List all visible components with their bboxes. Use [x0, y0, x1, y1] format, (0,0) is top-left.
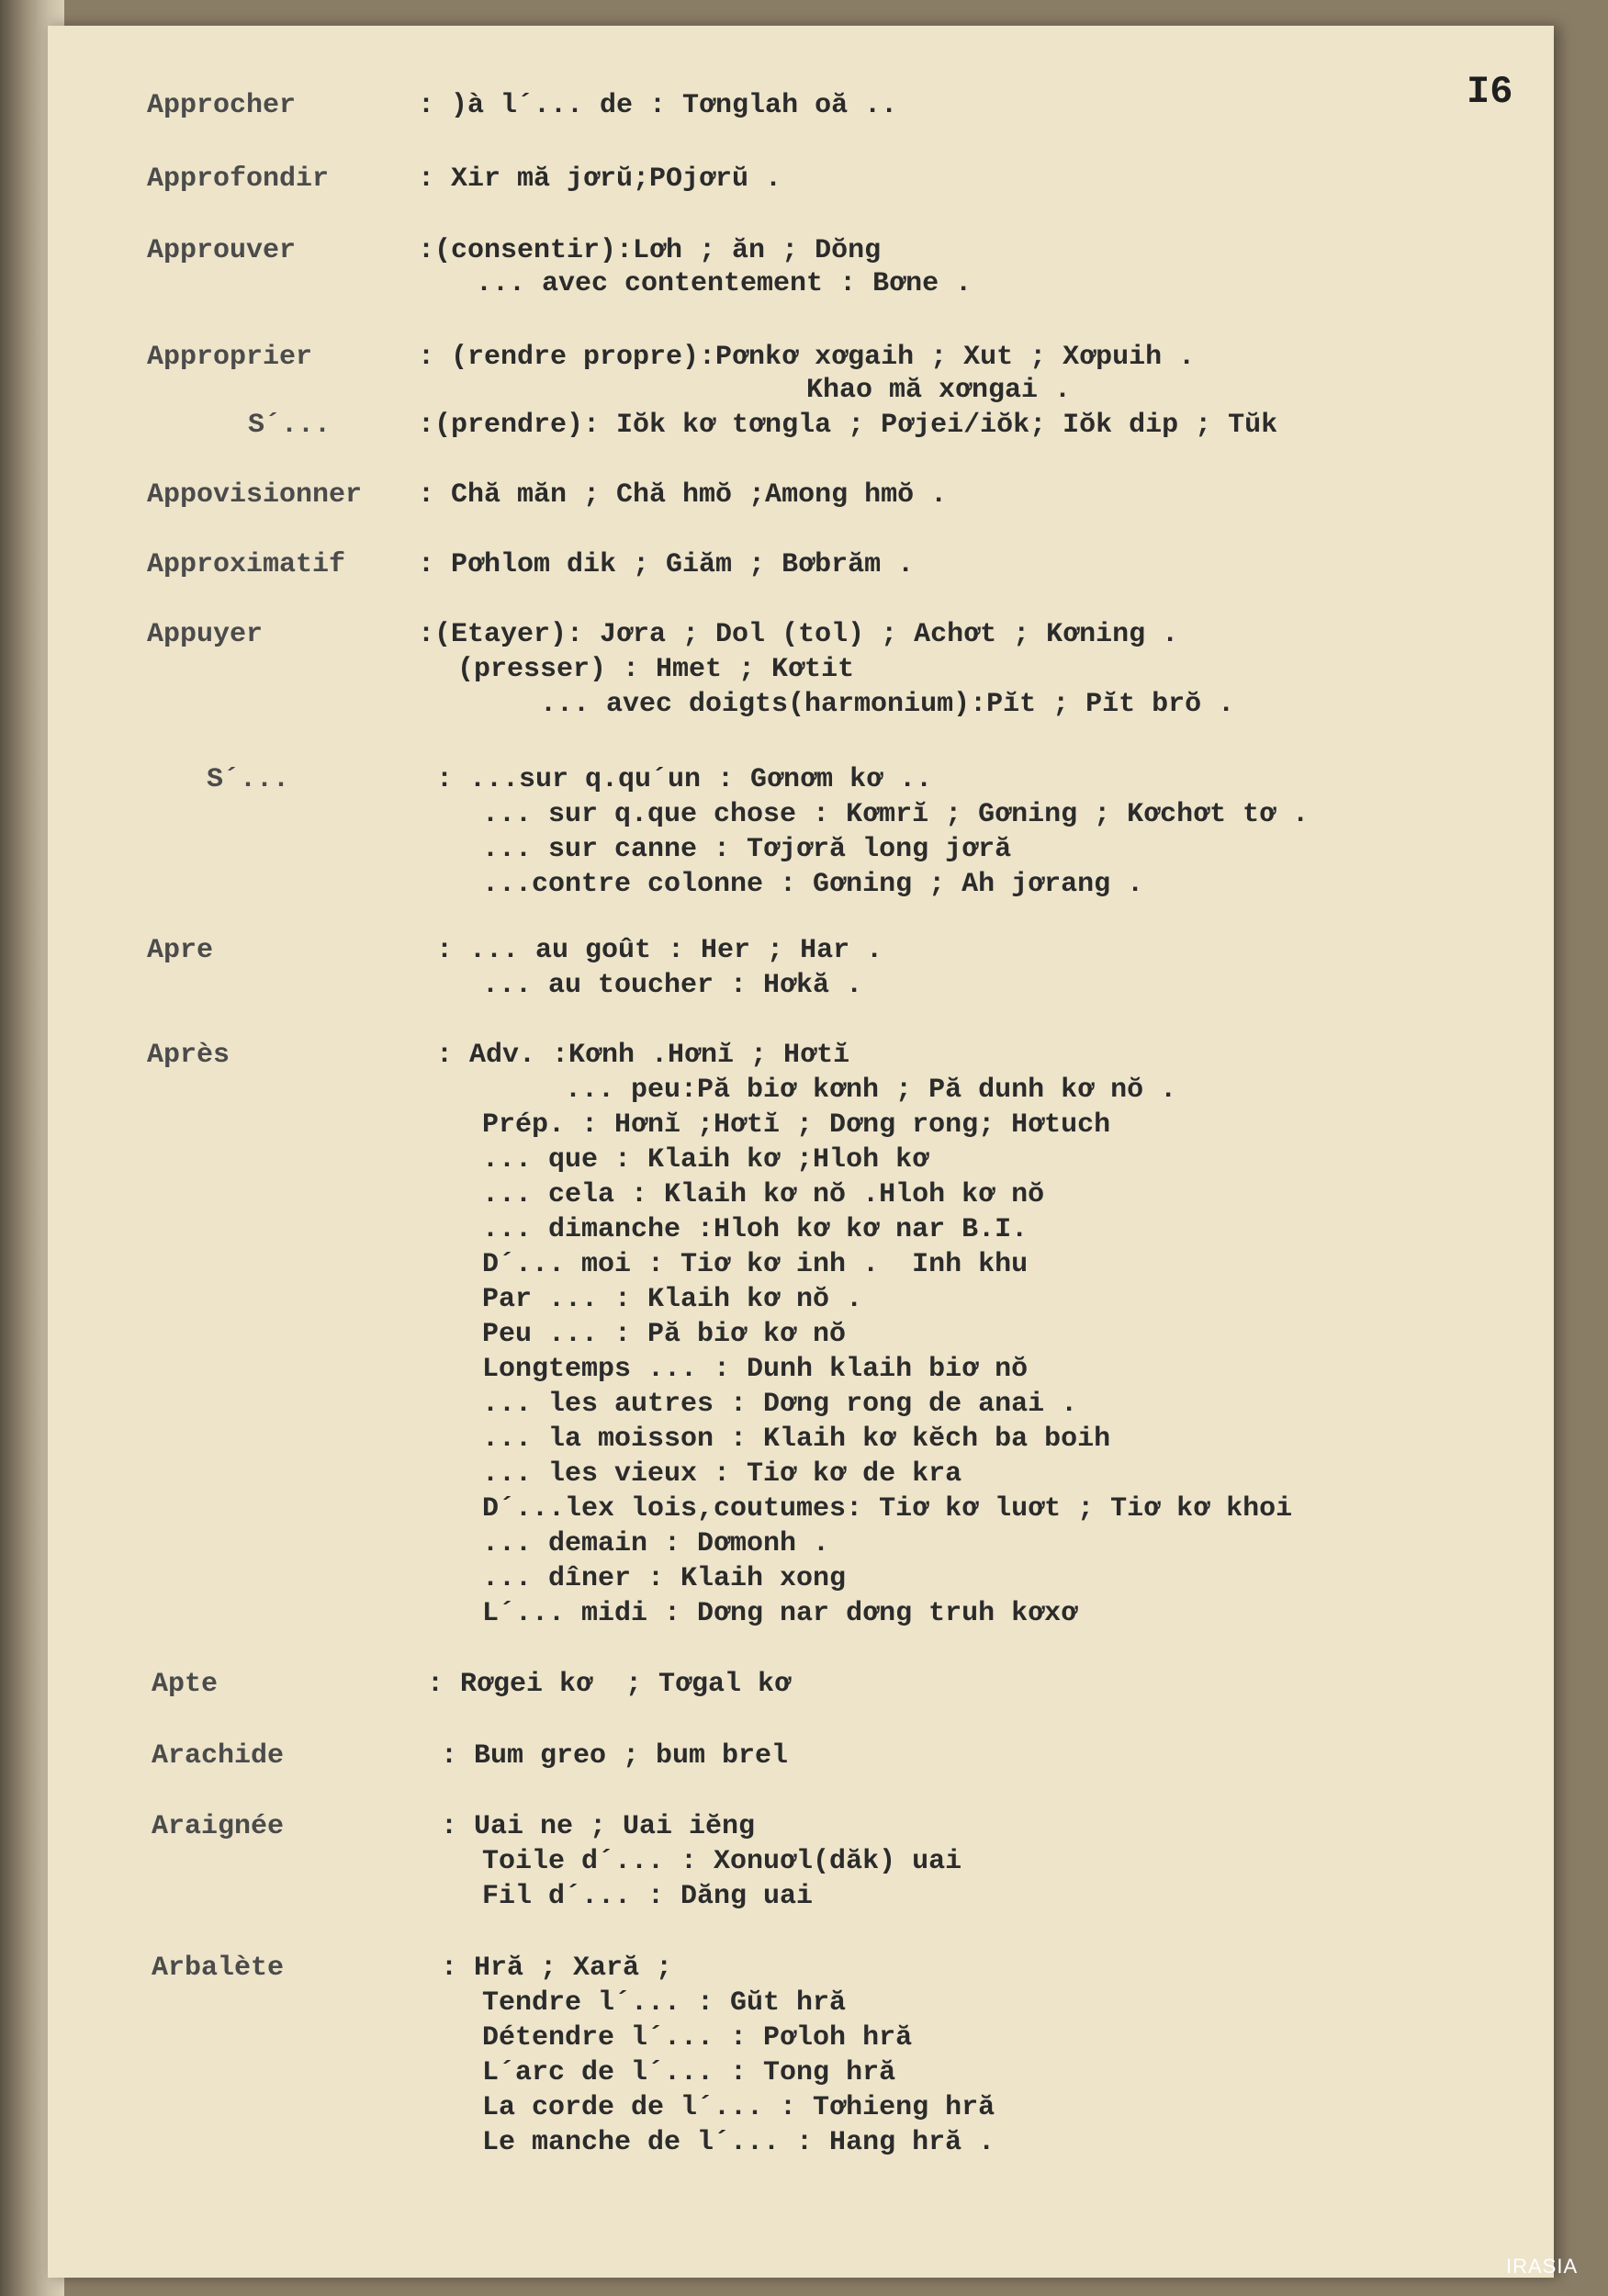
definition-line: Khao mă xơngai . [806, 375, 1072, 406]
definition-line: Longtemps ... : Dunh klaih biơ nŏ [482, 1354, 1029, 1385]
definition-line: ... les vieux : Tiơ kơ de kra [482, 1458, 962, 1490]
headword: Arbalète [152, 1953, 285, 1984]
definition-line: ... dimanche :Hloh kơ kơ nar B.I. [482, 1214, 1029, 1245]
definition-line: Toile d´... : Xonuơl(dăk) uai [482, 1846, 962, 1877]
watermark: IRASIA [1506, 2255, 1579, 2278]
headword: Approximatif [147, 549, 346, 580]
definition-line: : ...sur q.qu´un : Gơnơm kơ .. [436, 764, 933, 795]
definition-line: :(prendre): Iŏk kơ tơngla ; Pơjei/iŏk; Iŏk dip ; Tŭk [418, 410, 1278, 441]
definition-line: : (rendre propre):Pơnkơ xơgaih ; Xut ; Xơpuih . [418, 342, 1196, 373]
definition-line: Peu ... : Pă biơ kơ nŏ [482, 1319, 847, 1350]
definition-line: ... dîner : Klaih xong [482, 1563, 847, 1594]
definition-line: ... avec contentement : Bơne . [476, 268, 973, 299]
headword: Araignée [152, 1811, 285, 1842]
headword: S´... [248, 410, 332, 441]
definition-line: ... les autres : Dơng rong de anai . [482, 1389, 1078, 1420]
definition-line: : Hră ; Xară ; [441, 1953, 673, 1984]
definition-line: (presser) : Hmet ; Kơtit [457, 654, 855, 685]
definition-line: ... avec doigts(harmonium):Pĭt ; Pĭt brŏ . [540, 689, 1235, 720]
headword: Approfondir [147, 163, 330, 195]
headword: Apte [152, 1669, 219, 1700]
definition-line: ... sur canne : Tơjơră long jơră [482, 834, 1012, 865]
definition-line: La corde de l´... : Tơhieng hră [482, 2092, 995, 2123]
definition-line: L´... midi : Dơng nar dơng truh kơxơ [482, 1598, 1078, 1629]
page-number: I6 [1467, 70, 1513, 114]
definition-line: : Xir mă jơrŭ;POjơrŭ . [418, 163, 782, 195]
definition-line: : ... au goût : Her ; Har . [436, 935, 883, 966]
definition-line: ... cela : Klaih kơ nŏ .Hloh kơ nŏ [482, 1179, 1045, 1210]
headword: Apre [147, 935, 214, 966]
definition-line: ... demain : Dơmonh . [482, 1528, 830, 1559]
definition-line: ... la moisson : Klaih kơ kĕch ba boih [482, 1424, 1111, 1455]
definition-line: ... que : Klaih kơ ;Hloh kơ [482, 1144, 929, 1176]
definition-line: :(consentir):Lơh ; ăn ; Dŏng [418, 235, 882, 266]
headword: Appovisionner [147, 479, 363, 511]
definition-line: Tendre l´... : Gŭt hră [482, 1987, 847, 2019]
definition-line: : Uai ne ; Uai iĕng [441, 1811, 756, 1842]
headword: Arachide [152, 1740, 285, 1772]
definition-line: : Adv. :Kơnh .Hơnĭ ; Hơtĭ [436, 1040, 850, 1071]
definition-line: ... peu:Pă biơ kơnh ; Pă dunh kơ nŏ . [565, 1075, 1177, 1106]
definition-line: :(Etayer): Jơra ; Dol (tol) ; Achơt ; Kơning . [418, 619, 1179, 650]
definition-line: ...contre colonne : Gơning ; Ah jơrang . [482, 869, 1144, 900]
definition-line: ... sur q.que chose : Kơmrĭ ; Gơning ; Kơchơt tơ . [482, 799, 1310, 830]
definition-line: L´arc de l´... : Tong hră [482, 2057, 896, 2088]
definition-line: : Bum greo ; bum brel [441, 1740, 789, 1772]
definition-line: : Pơhlom dik ; Giăm ; Bơbrăm . [418, 549, 915, 580]
headword: S´... [207, 764, 290, 795]
headword: Approprier [147, 342, 313, 373]
definition-line: D´... moi : Tiơ kơ inh . Inh khu [482, 1249, 1029, 1280]
headword: Appuyer [147, 619, 264, 650]
definition-line: Détendre l´... : Pơloh hră [482, 2022, 913, 2054]
definition-line: D´...lex lois,coutumes: Tiơ kơ luơt ; Tiơ kơ khoi [482, 1493, 1293, 1525]
headword: Approcher [147, 90, 297, 121]
definition-line: ... au toucher : Hơkă . [482, 970, 863, 1001]
headword: Après [147, 1040, 231, 1071]
definition-line: : Chă măn ; Chă hmŏ ;Among hmŏ . [418, 479, 948, 511]
headword: Approuver [147, 235, 297, 266]
definition-line: : )à l´... de : Tơnglah oă .. [418, 90, 898, 121]
definition-line: : Rơgei kơ ; Tơgal kơ [427, 1669, 792, 1700]
definition-line: Fil d´... : Dăng uai [482, 1881, 814, 1912]
definition-line: Prép. : Hơnĭ ;Hơtĭ ; Dơng rong; Hơtuch [482, 1109, 1111, 1141]
definition-line: Par ... : Klaih kơ nŏ . [482, 1284, 863, 1315]
definition-line: Le manche de l´... : Hang hră . [482, 2127, 995, 2158]
